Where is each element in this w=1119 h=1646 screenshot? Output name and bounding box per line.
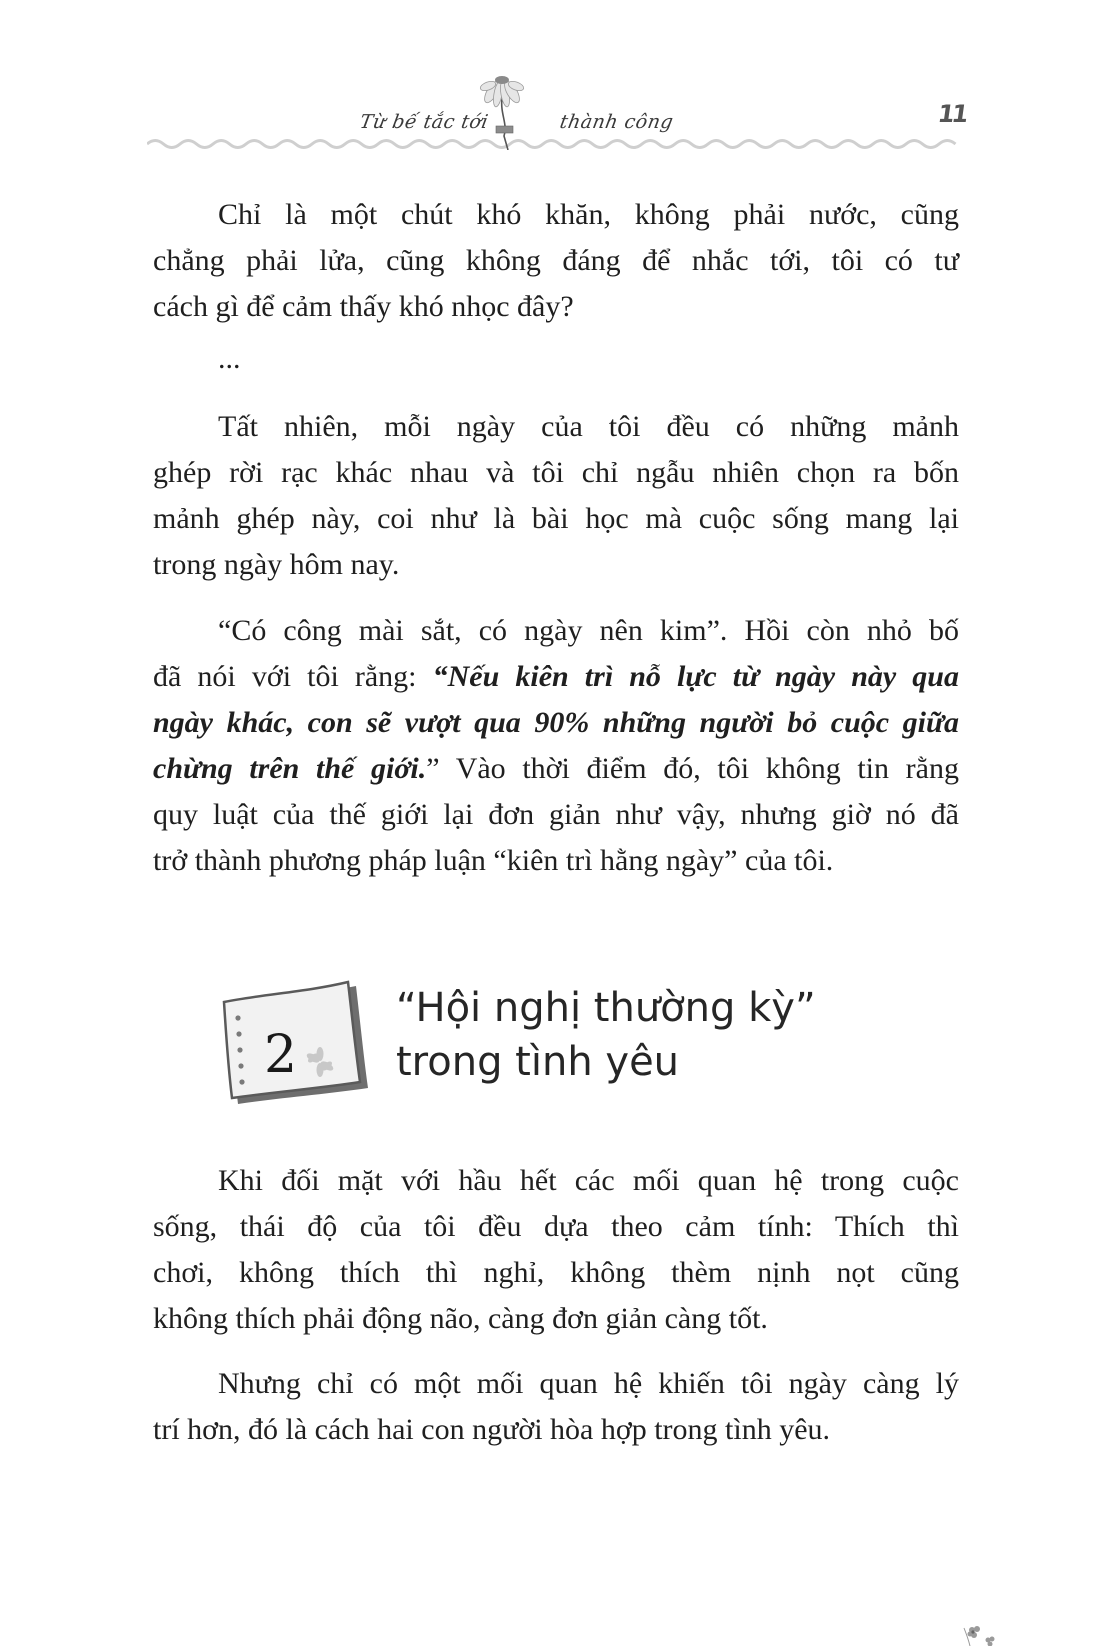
section-number: 2 [264, 1025, 298, 1085]
paragraph-line: sống, thái độ của tôi đều dựa theo cảm tính: Thích thì [153, 1210, 959, 1243]
paragraph-line: không thích phải động não, càng đơn giản càng tốt. [153, 1302, 768, 1335]
ellipsis-separator: ... [218, 342, 241, 375]
quote-emphasis: ngày khác, con sẽ vượt qua 90% những người bỏ cuộc giữa [153, 706, 959, 739]
plain-text: đã nói với tôi rằng: [153, 660, 433, 693]
notebook-badge-icon [218, 980, 378, 1106]
daisy-flower-icon [478, 74, 526, 150]
book-title-right: thành công [558, 111, 676, 133]
section-title-line-2: trong tình yêu [396, 1039, 680, 1085]
paragraph-line: trong ngày hôm nay. [153, 548, 400, 581]
wavy-divider [147, 134, 962, 152]
paragraph-line: Nhưng chỉ có một mối quan hệ khiến tôi ngày càng lý [218, 1367, 959, 1400]
paragraph-line: ghép rời rạc khác nhau và tôi chỉ ngẫu nhiên chọn ra bốn [153, 456, 959, 489]
paragraph-line: quy luật của thế giới lại đơn giản như vậy, nhưng giờ nó đã [153, 798, 959, 831]
paragraph-line: Tất nhiên, mỗi ngày của tôi đều có những mảnh [218, 410, 959, 443]
paragraph-line: mảnh ghép này, coi như là bài học mà cuộc sống mang lại [153, 502, 959, 535]
section-title-line-1: “Hội nghị thường kỳ” [396, 985, 816, 1031]
paragraph-line: chơi, không thích thì nghỉ, không thèm nịnh nọt cũng [153, 1256, 959, 1289]
corner-flowers-icon [960, 1620, 1020, 1646]
paragraph-line: chẳng phải lửa, cũng không đáng để nhắc tới, tôi có tư [153, 244, 959, 277]
running-header [0, 0, 1119, 160]
paragraph-line [153, 746, 959, 792]
quote-emphasis: “Nếu kiên trì nỗ lực từ ngày này qua [432, 660, 959, 693]
page-number: 11 [936, 100, 968, 128]
paragraph-line [153, 700, 959, 746]
book-title-left: Từ bế tắc tới [358, 111, 491, 133]
plain-text: ” Vào thời điểm đó, tôi không tin rằng [426, 752, 959, 785]
paragraph-line: “Có công mài sắt, có ngày nên kim”. Hồi còn nhỏ bố [218, 614, 959, 647]
paragraph-line: Chỉ là một chút khó khăn, không phải nước, cũng [218, 198, 959, 231]
quote-emphasis: chừng trên thế giới. [153, 752, 427, 785]
paragraph-line: trí hơn, đó là cách hai con người hòa hợp trong tình yêu. [153, 1413, 831, 1446]
paragraph-line [153, 654, 959, 700]
paragraph-line: trở thành phương pháp luận “kiên trì hằng ngày” của tôi. [153, 844, 834, 877]
paragraph-line: Khi đối mặt với hầu hết các mối quan hệ trong cuộc [218, 1164, 959, 1197]
paragraph-line: cách gì để cảm thấy khó nhọc đây? [153, 290, 574, 323]
